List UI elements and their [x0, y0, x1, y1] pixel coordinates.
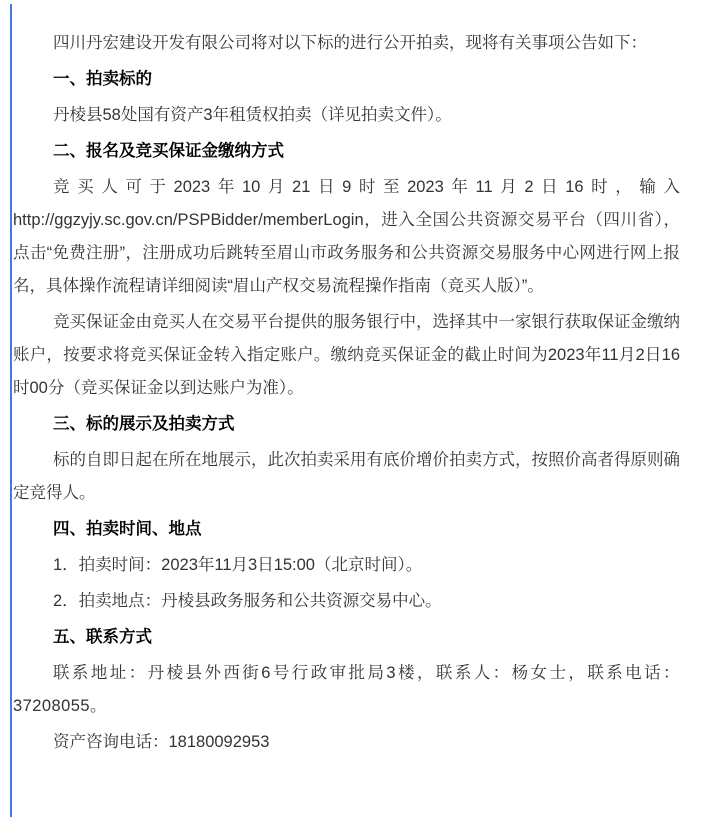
announcement-body [13, 0, 680, 762]
section-4-heading: 四、拍卖时间、地点 [53, 520, 202, 538]
section-5-heading: 五、联系方式 [53, 628, 152, 646]
contact-info-paragraph: 联系地址：丹棱县外西街6号行政审批局3楼，联系人：杨女士，联系电话：37208055。 [13, 664, 680, 715]
auction-time-paragraph: 1．拍卖时间：2023年11月3日15:00（北京时间）。 [53, 556, 423, 574]
section-2-heading: 二、报名及竞买保证金缴纳方式 [53, 142, 284, 160]
section-1-heading: 一、拍卖标的 [53, 70, 152, 88]
section-3-heading: 三、标的展示及拍卖方式 [53, 415, 235, 433]
section-3-display-paragraph: 标的自即日起在所在地展示，此次拍卖采用有底价增价拍卖方式，按照价高者得原则确定竞得人。 [13, 451, 680, 502]
section-2-registration-paragraph: 竞买人可于2023年10月21日9时至2023年11月2日16时，输入http://ggzyjy.sc.gov.cn/PSPBidder/memberLogin，进入全国公共资源交易平台（四川省），点击“免费注册”，注册成功后跳转至眉山市政务服务和公共资源交易服务中心网进行网上报名，具体操作流程请详细阅读“眉山产权交易流程操作指南（竞买人版）”。 [13, 178, 680, 295]
intro-paragraph: 四川丹宏建设开发有限公司将对以下标的进行公开拍卖，现将有关事项公告如下： [53, 34, 647, 52]
auction-venue-paragraph: 2．拍卖地点：丹棱县政务服务和公共资源交易中心。 [53, 592, 442, 610]
section-1-subject-paragraph: 丹棱县58处国有资产3年租赁权拍卖（详见拍卖文件）。 [53, 106, 452, 124]
section-2-deposit-paragraph: 竞买保证金由竞买人在交易平台提供的服务银行中，选择其中一家银行获取保证金缴纳账户，按要求将竞买保证金转入指定账户。缴纳竞买保证金的截止时间为2023年11月2日16时00分（竞买保证金以到达账户为准）。 [13, 313, 680, 397]
left-accent-border [10, 4, 12, 817]
asset-consult-phone-paragraph: 资产咨询电话：18180092953 [53, 733, 270, 751]
